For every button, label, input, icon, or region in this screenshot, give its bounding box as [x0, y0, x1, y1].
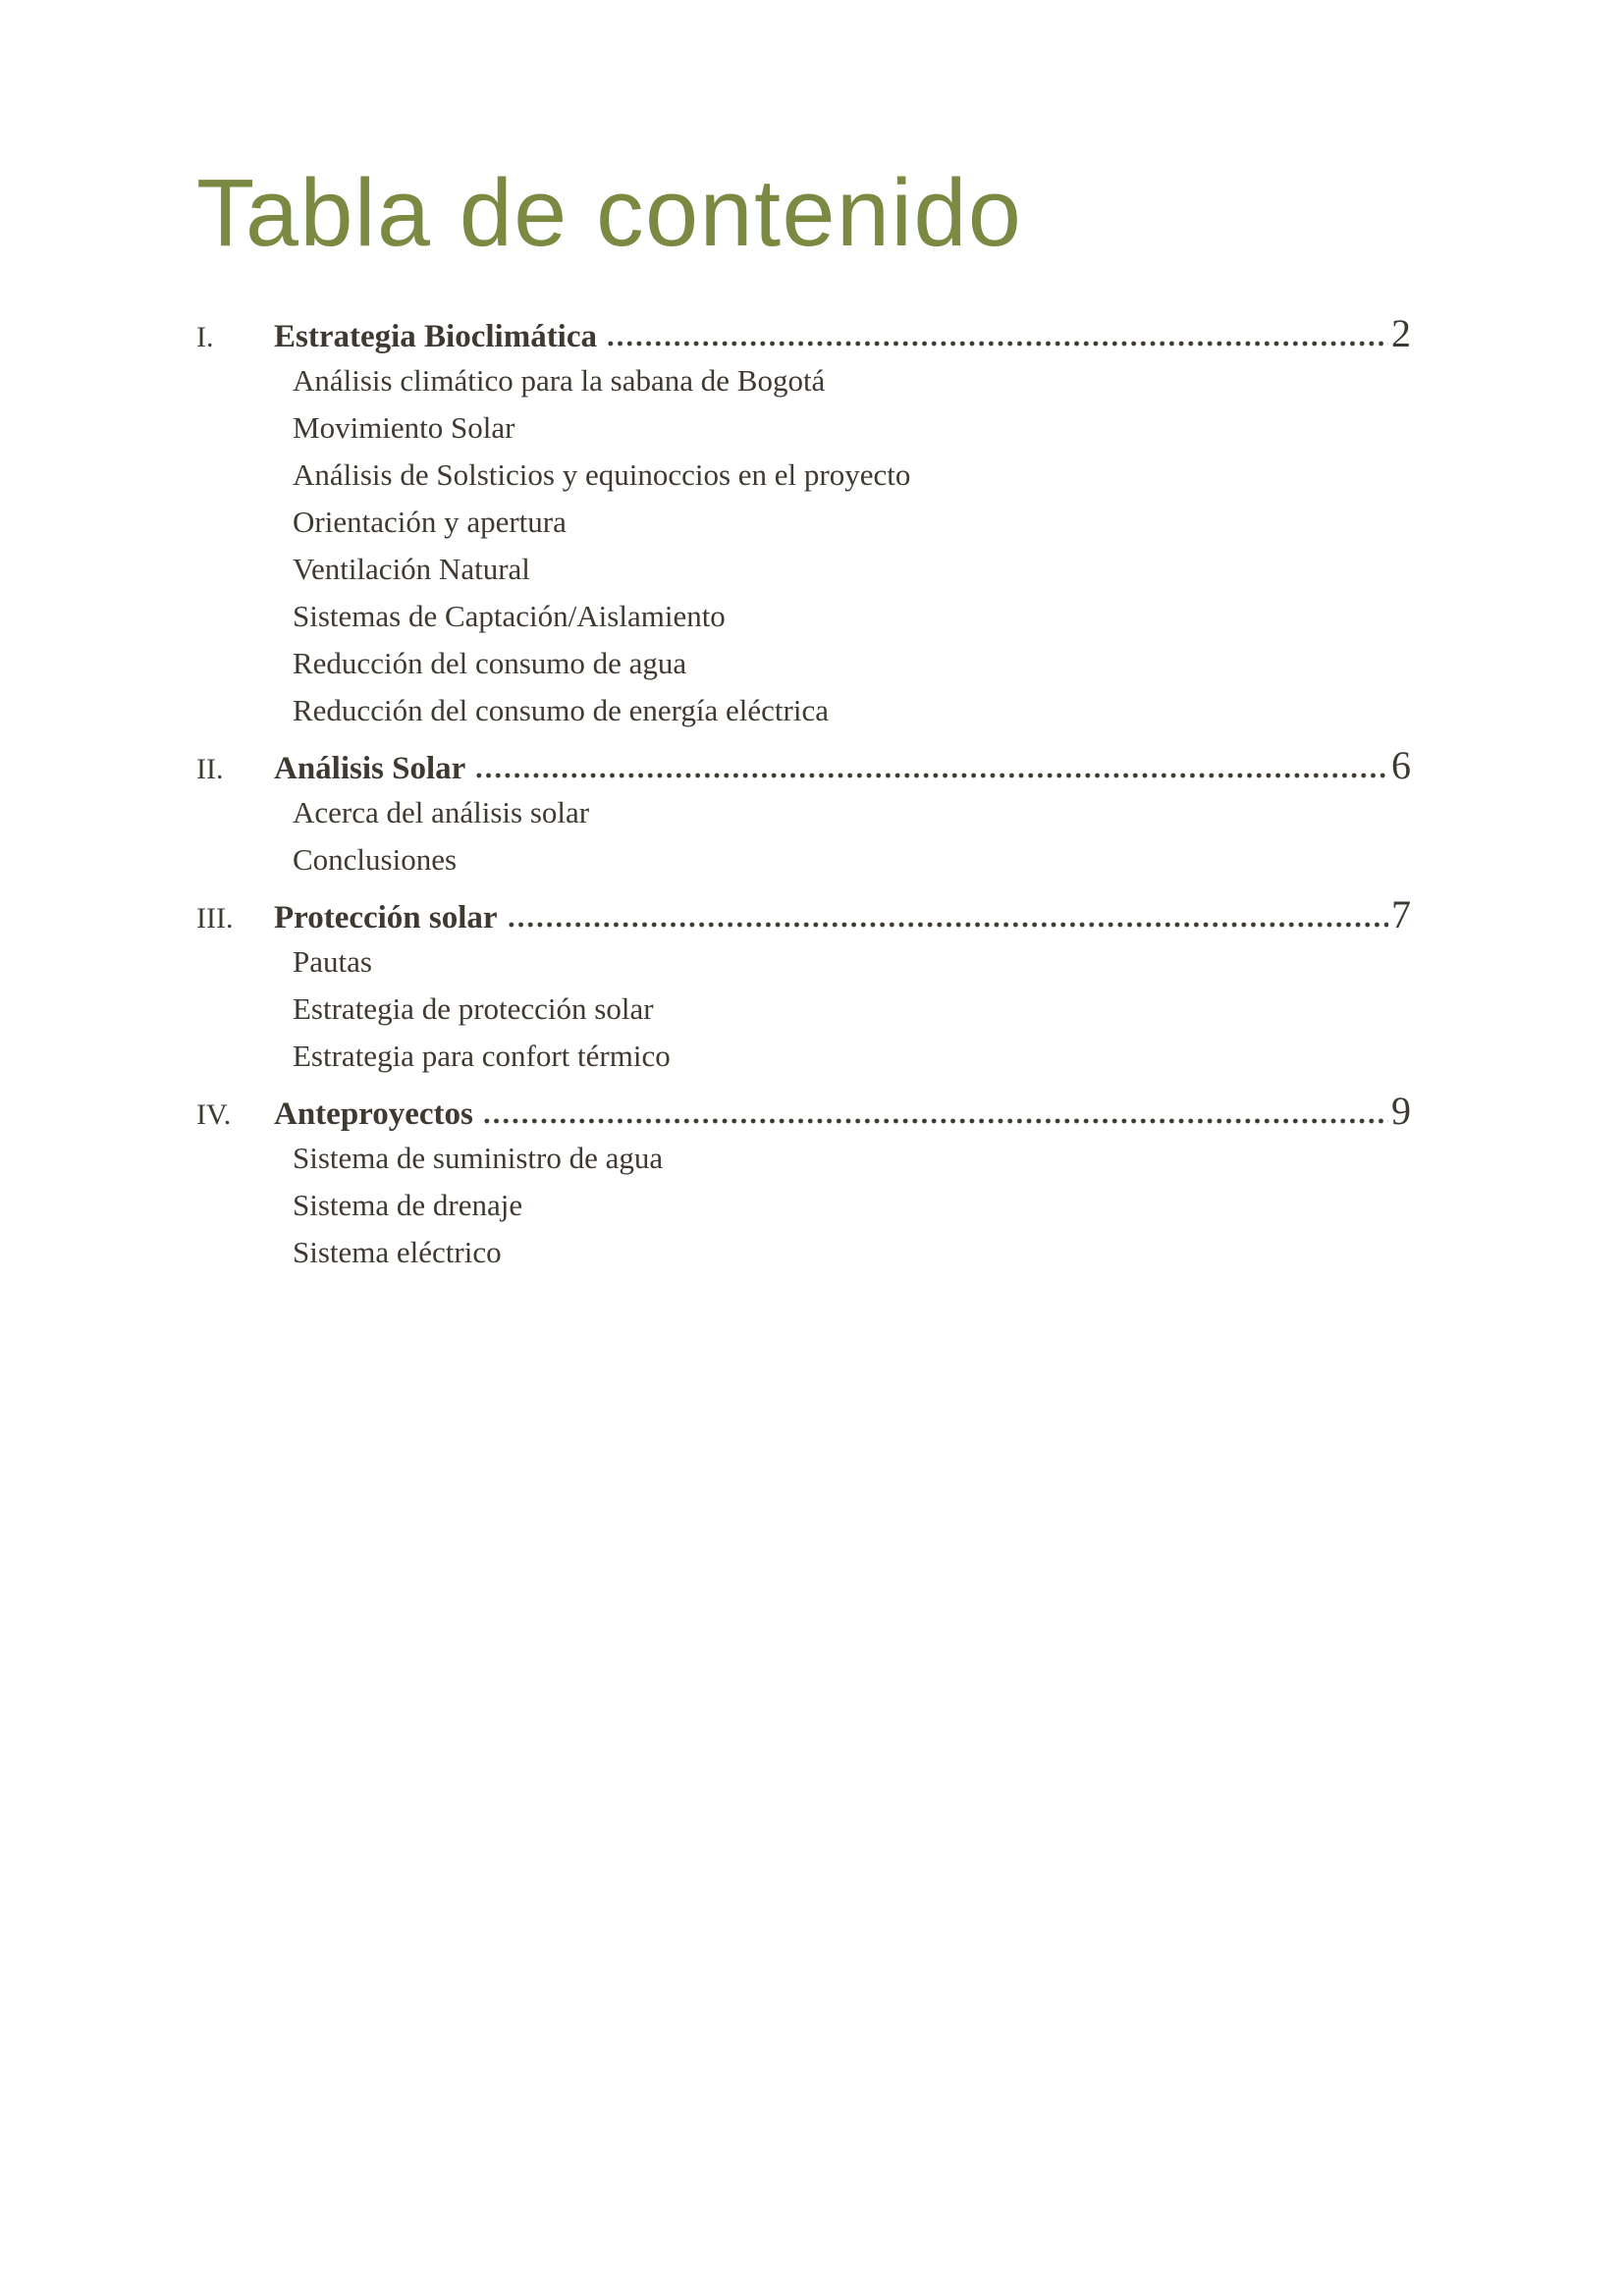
toc-subentry[interactable]: [196, 640, 1411, 687]
toc-subentry-label: Estrategia de protección solar: [293, 990, 654, 1026]
table-of-contents: [196, 310, 1411, 1276]
toc-entry-label: Protección solar: [274, 899, 498, 935]
toc-subentry[interactable]: [196, 1182, 1411, 1229]
dot-leader: [482, 1088, 1388, 1135]
toc-subentry[interactable]: [196, 357, 1411, 404]
toc-subentry-label: Reducción del consumo de energía eléctrica: [293, 692, 829, 727]
toc-entry-page-number: 9: [1391, 1088, 1411, 1133]
toc-subentry[interactable]: [196, 836, 1411, 883]
toc-subentry-label: Acerca del análisis solar: [293, 794, 590, 829]
toc-entry[interactable]: [196, 742, 1411, 789]
toc-entry-numeral: IV.: [196, 1097, 232, 1131]
toc-subentry-label: Estrategia para confort térmico: [293, 1038, 671, 1073]
toc-entry-numeral: II.: [196, 752, 224, 785]
toc-entry-page-number: 2: [1391, 310, 1411, 355]
toc-subentry[interactable]: [196, 1229, 1411, 1276]
toc-subentry[interactable]: [196, 789, 1411, 836]
toc-entry-numeral: I.: [196, 320, 214, 353]
toc-entry-page-number: 6: [1391, 742, 1411, 787]
toc-entry-label: Estrategia Bioclimática: [274, 318, 598, 354]
toc-entry[interactable]: [196, 1088, 1411, 1135]
document-page: [196, 0, 1411, 1276]
toc-subentry[interactable]: [196, 1135, 1411, 1182]
toc-subentry-label: Movimiento Solar: [293, 409, 515, 445]
toc-entry-page-number: 7: [1391, 891, 1411, 936]
toc-subentry[interactable]: [196, 938, 1411, 986]
toc-subentry-label: Análisis climático para la sabana de Bogotá: [293, 362, 826, 398]
toc-entry-label: Anteproyectos: [274, 1095, 473, 1132]
toc-subentry-label: Sistemas de Captación/Aislamiento: [293, 598, 726, 633]
toc-subentry[interactable]: [196, 452, 1411, 499]
dot-leader: [507, 891, 1388, 938]
toc-entry-numeral: III.: [196, 901, 234, 934]
toc-entry[interactable]: [196, 310, 1411, 357]
toc-subentry[interactable]: [196, 593, 1411, 640]
toc-subentry[interactable]: [196, 687, 1411, 734]
toc-subentry[interactable]: [196, 499, 1411, 546]
toc-subentry[interactable]: [196, 1033, 1411, 1080]
toc-subentry-label: Sistema eléctrico: [293, 1234, 502, 1269]
toc-subentry[interactable]: [196, 986, 1411, 1033]
dot-leader: [606, 310, 1388, 357]
toc-subentry[interactable]: [196, 546, 1411, 593]
dot-leader: [474, 742, 1388, 789]
toc-entry-label: Análisis Solar: [274, 750, 466, 786]
toc-subentry-label: Reducción del consumo de agua: [293, 645, 687, 680]
toc-subentry-label: Sistema de suministro de agua: [293, 1140, 664, 1175]
toc-subentry-label: Análisis de Solsticios y equinoccios en el proyecto: [293, 456, 911, 492]
toc-entry[interactable]: [196, 891, 1411, 938]
toc-subentry[interactable]: [196, 404, 1411, 452]
toc-subentry-label: Ventilación Natural: [293, 551, 530, 586]
page-title: Tabla de contenido: [196, 159, 1023, 266]
toc-subentry-label: Sistema de drenaje: [293, 1187, 523, 1222]
toc-subentry-label: Orientación y apertura: [293, 504, 567, 539]
toc-subentry-label: Pautas: [293, 943, 372, 979]
toc-subentry-label: Conclusiones: [293, 841, 458, 877]
